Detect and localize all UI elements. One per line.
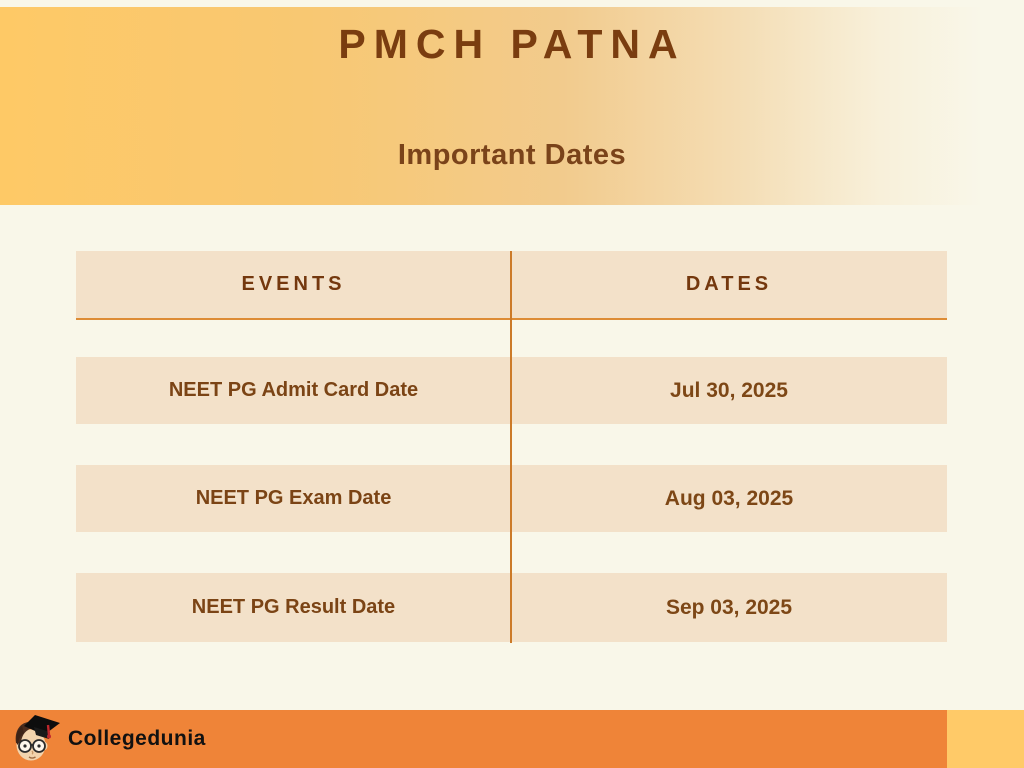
collegedunia-mascot-graduation-cap-icon (8, 713, 60, 765)
brand-name: Collegedunia (68, 727, 206, 750)
page-subtitle: Important Dates (397, 139, 627, 171)
date-cell: Jul 30, 2025 (670, 378, 788, 402)
event-cell: NEET PG Exam Date (195, 487, 392, 509)
date-cell: Aug 03, 2025 (664, 486, 794, 510)
important-dates-table (76, 251, 947, 643)
footer-bar (0, 710, 1024, 768)
column-header-events: EVENTS (241, 273, 346, 295)
brand-lockup (8, 713, 206, 765)
page-title: PMCH PATNA (338, 21, 686, 67)
column-header-dates: DATES (685, 273, 773, 295)
event-cell: NEET PG Result Date (191, 596, 396, 618)
date-cell: Sep 03, 2025 (665, 595, 793, 619)
footer-yellow-accent (947, 710, 1024, 768)
event-cell: NEET PG Admit Card Date (168, 379, 419, 401)
column-divider-line (510, 251, 512, 643)
